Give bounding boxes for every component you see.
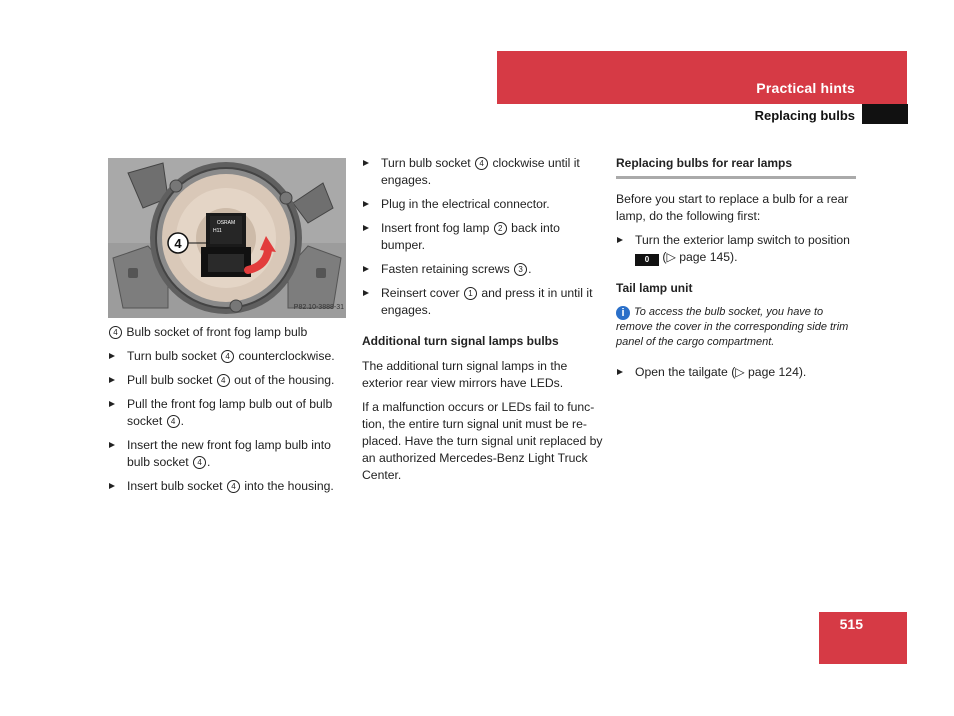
step-insert-fog-lamp: Insert front fog lamp 2 back into bumper. [362,220,604,254]
rear-lamps-heading: Replacing bulbs for rear lamps [616,155,856,179]
step-turn-socket-ccw: Turn bulb socket 4 counterclockwise. [108,348,348,365]
page-number-box [819,612,907,664]
column-2 [362,155,604,491]
page-number: 515 [839,616,863,632]
fog-lamp-illustration [108,158,346,318]
info-note: i To access the bulb socket, you have to remove the cover in the corresponding side trim panel of the cargo compartment. [616,306,849,348]
section-tab-marker [862,104,908,124]
subsection-title: Replacing bulbs [754,108,855,123]
section-title: Practical hints [756,80,855,96]
header-banner [497,51,907,104]
figure-code: P82.10-3888-31 [293,304,344,311]
photo-callout-4: 4 [174,236,182,251]
step-reinsert-cover: Reinsert cover 1 and press it in until it engages. [362,285,604,319]
fog-lamp-photo [108,158,346,318]
rear-lamps-intro: Before you start to replace a bulb for a rear lamp, do the following first: [616,192,849,223]
step-fasten-screws: Fasten retaining screws 3 . [362,261,604,278]
callout-4-marker: 4 [109,326,122,339]
info-icon: i [616,306,630,320]
step-turn-socket-cw: Turn bulb socket 4 clockwise until it engages. [362,155,604,189]
turn-signal-paragraph-1: The additional turn signal lamps in the exterior rear view mirrors have LEDs. [362,359,568,390]
step-lamp-switch: Turn the exterior lamp switch to position 0 (▷ page 145). [616,232,856,266]
step-pull-bulb: Pull the front fog lamp bulb out of bulb socket 4 . [108,396,348,430]
column-3 [616,155,856,388]
step-insert-new-bulb: Insert the new front fog lamp bulb into bulb socket 4 . [108,437,348,471]
bulb-label-brand: OSRAM [216,220,236,226]
turn-signal-heading: Additional turn signal lamps bulbs [362,334,559,348]
step-insert-socket: Insert bulb socket 4 into the housing. [108,478,348,495]
step-open-tailgate: Open the tailgate (▷ page 124). [616,364,856,381]
step-pull-socket: Pull bulb socket 4 out of the housing. [108,372,348,389]
column-1 [108,158,348,502]
step-plug-connector: Plug in the electrical connector. [362,196,604,213]
figure-caption: 4 Bulb socket of front fog lamp bulb [108,324,348,341]
switch-position-key: 0 [635,254,659,266]
turn-signal-paragraph-2: If a malfunction occurs or LEDs fail to func-tion, the entire turn signal unit must be re-placed. Have the turn signal unit replaced by an authorized Mercedes-Benz Light Truck Center. [362,400,603,482]
tail-lamp-heading: Tail lamp unit [616,281,693,295]
bulb-label-type: H11 [213,228,222,234]
